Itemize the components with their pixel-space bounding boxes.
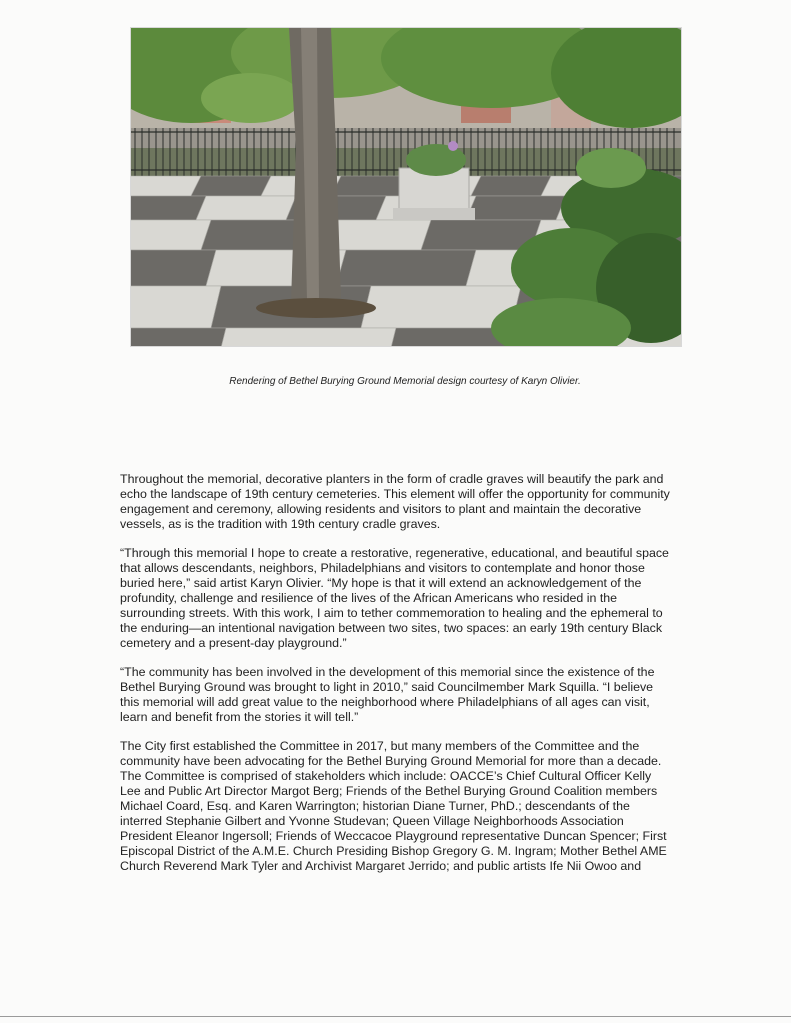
memorial-rendering-image: [130, 27, 682, 347]
paragraph-councilmember-quote: “The community has been involved in the development of this memorial since the existence of the Bethel Burying Ground was brought to light in 2010,” said Councilmember Mark Squilla. “I believe this memorial will add great value to the neighborhood where Philadelphians of all ages can visit, learn and benefit from the stories it will tell.”: [120, 665, 655, 724]
image-caption: Rendering of Bethel Burying Ground Memorial design courtesy of Karyn Olivier.: [229, 376, 581, 387]
paragraph-cradle-graves: Throughout the memorial, decorative planters in the form of cradle graves will beautify the park and echo the landscape of 19th century cemeteries. This element will offer the opportunity for community engagement and ceremony, allowing residents and visitors to plant and maintain the decorative vessels, as is the tradition with 19th century cradle graves.: [120, 472, 670, 531]
article-body: [120, 472, 670, 888]
page-bottom-edge: [0, 1016, 791, 1017]
paragraph-committee: The City first established the Committee in 2017, but many members of the Committee and the community have been advocating for the Bethel Burying Ground Memorial for more than a decade. The Committee is comprised of stakeholders which include: OACCE’s Chief Cultural Officer Kelly Lee and Public Art Director Margot Berg; Friends of the Bethel Burying Ground Coalition members Michael Coard, Esq. and Karen Warrington; historian Diane Turner, PhD.; descendants of the interred Stephanie Gilbert and Yvonne Studevan; Queen Village Neighborhoods Association President Eleanor Ingersoll; Friends of Weccacoe Playground representative Duncan Spencer; First Episcopal District of the A.M.E. Church Presiding Bishop Gregory G. M. Ingram; Mother Bethel AME Church Reverend Mark Tyler and Archivist Margaret Jerrido; and public artists Ife Nii Owoo and: [120, 739, 667, 873]
paragraph-artist-quote: “Through this memorial I hope to create a restorative, regenerative, educational, and beautiful space that allows descendants, neighbors, Philadelphians and visitors to contemplate and honor those buried here,” said artist Karyn Olivier. “My hope is that it will extend an acknowledgement of the profundity, challenge and resilience of the lives of the African Americans who resided in the surrounding streets. With this work, I aim to tether commemoration to healing and the ephemeral to the enduring—an intentional navigation between two sites, two spaces: an early 19th century Black cemetery and a present-day playground.”: [120, 546, 669, 650]
